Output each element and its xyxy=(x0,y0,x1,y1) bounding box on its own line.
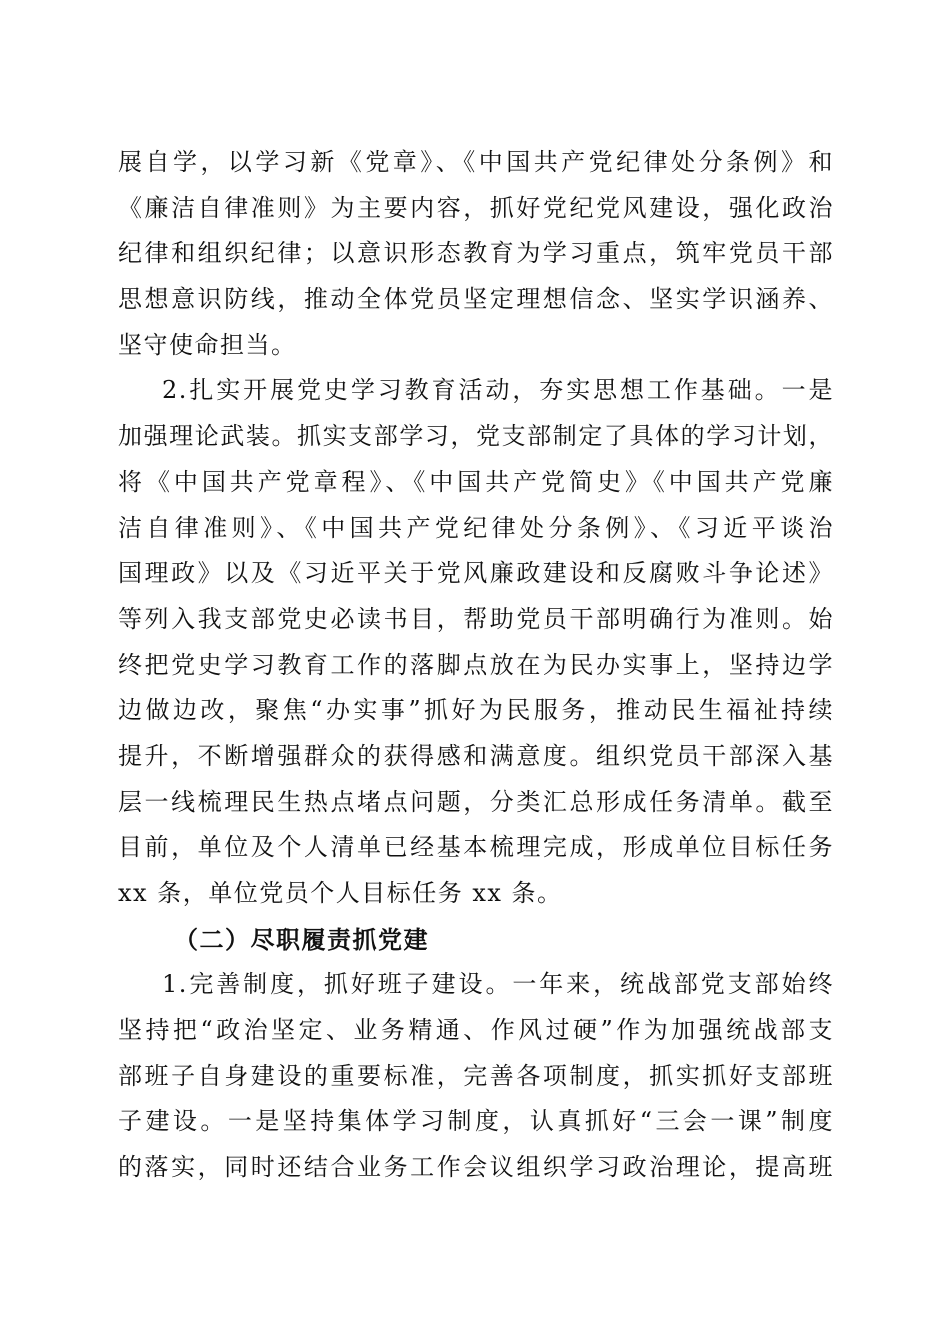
text-line: 纪律和组织纪律；以意识形态教育为学习重点，筑牢党员干部 xyxy=(118,239,834,268)
text-line: 洁自律准则》、《中国共产党纪律处分条例》、《习近平谈治 xyxy=(118,513,834,542)
text-line: 边做边改，聚焦“办实事”抓好为民服务，推动民生福祉持续 xyxy=(118,696,834,725)
text-line: 目前，单位及个人清单已经基本梳理完成，形成单位目标任务 xyxy=(118,833,834,862)
text-line: 坚守使命担当。 xyxy=(118,330,297,359)
text-line: 国理政》以及《习近平关于党风廉政建设和反腐败斗争论述》 xyxy=(118,559,834,588)
text-line: 等列入我支部党史必读书目，帮助党员干部明确行为准则。始 xyxy=(118,604,834,633)
text-line: 的落实，同时还结合业务工作会议组织学习政治理论，提高班 xyxy=(118,1153,834,1182)
body-text xyxy=(118,140,834,1191)
section-2-start: 2.扎实开展党史学习教育活动，夯实思想工作基础。一是 xyxy=(162,376,834,405)
text-line: 层一线梳理民生热点堵点问题，分类汇总形成任务清单。截至 xyxy=(118,787,834,816)
text-line: 终把党史学习教育工作的落脚点放在为民办实事上，坚持边学 xyxy=(118,650,834,679)
text-line: 《廉洁自律准则》为主要内容，抓好党纪党风建设，强化政治 xyxy=(118,193,834,222)
section-heading: （二）尽职履责抓党建 xyxy=(174,924,429,954)
text-line: 思想意识防线，推动全体党员坚定理想信念、坚实学识涵养、 xyxy=(118,285,834,314)
text-line: 加强理论武装。抓实支部学习，党支部制定了具体的学习计划， xyxy=(118,422,834,451)
text-line: 展自学，以学习新《党章》、《中国共产党纪律处分条例》和 xyxy=(118,148,834,176)
text-line: 子建设。一是坚持集体学习制度，认真抓好“三会一课”制度 xyxy=(118,1107,834,1136)
text-line: xx 条，单位党员个人目标任务 xx 条。 xyxy=(118,879,563,907)
text-line: 提升，不断增强群众的获得感和满意度。组织党员干部深入基 xyxy=(118,741,834,770)
text-line: 部班子自身建设的重要标准，完善各项制度，抓实抓好支部班 xyxy=(118,1061,834,1090)
text-line: 将《中国共产党章程》、《中国共产党简史》《中国共产党廉 xyxy=(118,467,834,496)
text-line: 坚持把“政治坚定、业务精通、作风过硬”作为加强统战部支 xyxy=(118,1016,834,1045)
subsection-1-start: 1.完善制度，抓好班子建设。一年来，统战部党支部始终 xyxy=(162,970,834,999)
